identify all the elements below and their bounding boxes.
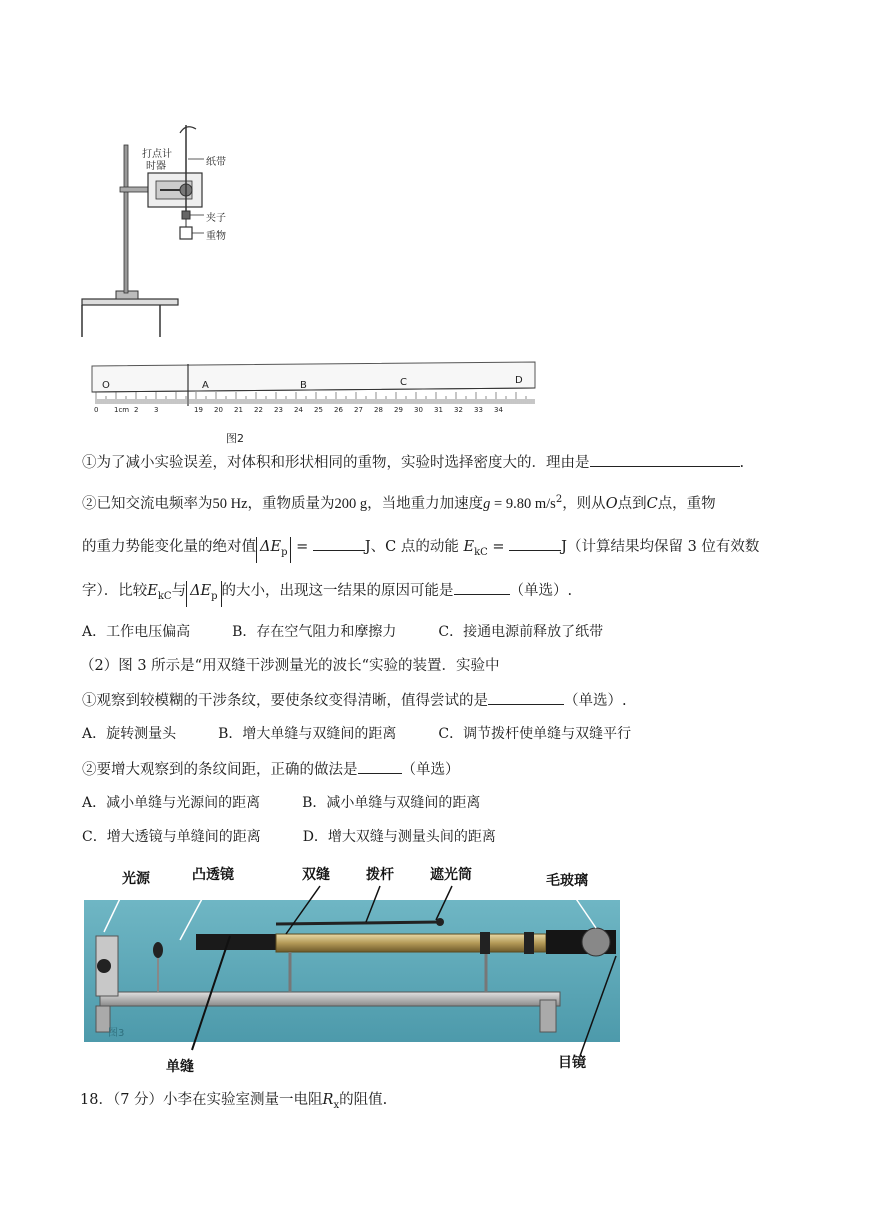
ruler-tick-label: 32 [454,406,463,414]
timer-label-1: 打点计 [142,149,172,160]
part2-q1-text: ①观察到较模糊的干涉条纹，要使条纹变得清晰，值得尝试的是 [82,693,488,709]
q2-text-1e: 点到 [617,495,647,512]
ruler-tick-label: 28 [374,406,383,414]
delta-ep-abs-2 [186,581,221,607]
equals-1: = [291,539,313,555]
ruler-tick-label: 2 [134,406,139,414]
ekc-blank[interactable] [509,536,561,551]
part2-q1-end: （单选）. [564,693,627,709]
x-subscript: x [333,1099,340,1111]
q1-line [82,452,744,473]
q2-text-2a: 的重力势能变化量的绝对值 [82,539,256,555]
q2-text-2c: J（计算结果均保留 3 位有效数 [561,539,760,555]
q18-line [80,1090,387,1116]
part2-q2-options-2: C．增大透镜与单缝间的距离 D．增大双缝与测量头间的距离 [82,829,496,845]
delta-ep-symbol-2: ΔE [190,583,212,599]
rx-symbol: R [322,1092,334,1108]
point-a: A [202,380,209,391]
ruler-tick-labels [90,406,540,418]
kc-subscript-2: kC [157,590,172,602]
point-d: D [515,375,523,386]
q2-text-3b: 与 [171,583,187,599]
ek-symbol-2: E [147,583,158,599]
ruler-tick-label: 1cm [114,406,130,414]
delta-ep-blank[interactable] [313,536,365,551]
ruler-tick-label: 25 [314,406,323,414]
q2-text-1c: ，当地重力加速度 [367,495,484,512]
part2-intro: （2）图 3 所示是“用双缝干涉测量光的波长“实验的装置．实验中 [80,658,500,674]
ruler-tick-label: 22 [254,406,263,414]
point-c-ref: C [646,495,658,512]
tape-ruler-figure [90,360,540,445]
g-value: = 9.80 m/s [490,495,556,512]
q2-text-1d: ，则从 [562,495,606,512]
ruler-tick-label: 20 [214,406,223,414]
p-subscript: p [281,546,288,558]
part2-q1 [82,690,627,711]
lever-label: 拨杆 [366,867,394,883]
q2-text-1a: ②已知交流电频率为 [82,495,213,512]
ruler-tick-label: 30 [414,406,423,414]
q1-end: . [739,455,745,471]
fig3-caption: 图3 [108,1028,125,1039]
part2-q1-blank[interactable] [488,690,564,705]
fig2-caption: 图2 [226,432,244,445]
q2-text-3c: 的大小，出现这一结果的原因可能是 [221,583,454,599]
ruler-tick-label: 23 [274,406,283,414]
q2-line2 [82,536,759,563]
ground-glass-label: 毛玻璃 [546,873,588,889]
double-slit-apparatus-drawing [80,860,640,1075]
ruler-tick-label: 21 [234,406,243,414]
q1-blank[interactable] [590,452,740,467]
p-subscript-2: p [211,590,218,602]
part2-q2-options-1: A．减小单缝与光源间的距离 B．减小单缝与双缝间的距离 [82,795,481,811]
light-source-label: 光源 [122,871,150,887]
q2-text-3a: 字）．比较 [82,583,148,599]
part2-q2 [82,759,460,780]
q18-text-b: 的阻值. [339,1092,388,1108]
delta-ep-abs [256,537,291,563]
kc-subscript: kC [474,546,488,558]
q2-text-1b: ，重物质量为 [247,495,335,512]
convex-lens-label: 凸透镜 [192,867,234,883]
weight-label: 重物 [206,231,226,242]
frequency-value: 50 Hz [212,495,248,512]
ruler-tick-label: 0 [94,406,99,414]
double-slit-label: 双缝 [302,867,330,883]
ruler-tick-label: 3 [154,406,159,414]
q2-text-1f: 点，重物 [657,495,716,512]
ruler-tick-label: 27 [354,406,363,414]
tube-label: 遮光筒 [430,867,472,883]
q2-text-2b: J、C 点的动能 [364,539,459,555]
clip-label: 夹子 [206,213,226,224]
part2-q2-blank[interactable] [358,759,402,774]
point-o: O [102,380,110,391]
g-exponent: 2 [555,494,563,505]
q2-line1 [82,490,716,514]
double-slit-photo [80,860,640,1075]
point-b: B [300,380,307,391]
q1-text: ①为了减小实验误差，对体积和形状相同的重物，实验时选择密度大的．理由是 [82,455,590,471]
q2-options: A．工作电压偏高 B．存在空气阻力和摩擦力 C．接通电源前释放了纸带 [82,624,604,640]
tape-label: 纸带 [206,157,226,168]
part2-q2-text: ②要增大观察到的条纹间距，正确的做法是 [82,762,358,778]
ek-symbol: E [463,539,475,555]
apparatus-drawing [80,115,280,345]
ruler-tick-label: 19 [194,406,203,414]
reason-blank[interactable] [454,580,510,595]
ruler-tick-label: 34 [494,406,503,414]
timer-label-2: 时器 [146,161,166,172]
point-o-ref: O [605,495,618,512]
g-symbol: g [483,495,491,512]
ruler-tick-label: 26 [334,406,343,414]
ruler-tick-label: 29 [394,406,403,414]
delta-ep-symbol: ΔE [260,539,282,555]
ruler-tick-label: 31 [434,406,443,414]
part2-q1-options: A．旋转测量头 B．增大单缝与双缝间的距离 C．调节拨杆使单缝与双缝平行 [82,726,632,742]
single-slit-label: 单缝 [166,1059,194,1075]
equals-2: = [487,539,510,555]
q2-line3 [82,580,572,607]
ruler-tick-label: 24 [294,406,303,414]
apparatus-figure [80,115,280,345]
q18-text-a: 18．（7 分）小李在实验室测量一电阻 [80,1092,323,1108]
part2-q2-end: （单选） [401,762,460,778]
eyepiece-label: 目镜 [558,1055,586,1071]
q2-text-3d: （单选）. [509,583,573,599]
ruler-tick-label: 33 [474,406,483,414]
mass-value: 200 g [334,495,368,512]
point-c: C [400,377,407,388]
